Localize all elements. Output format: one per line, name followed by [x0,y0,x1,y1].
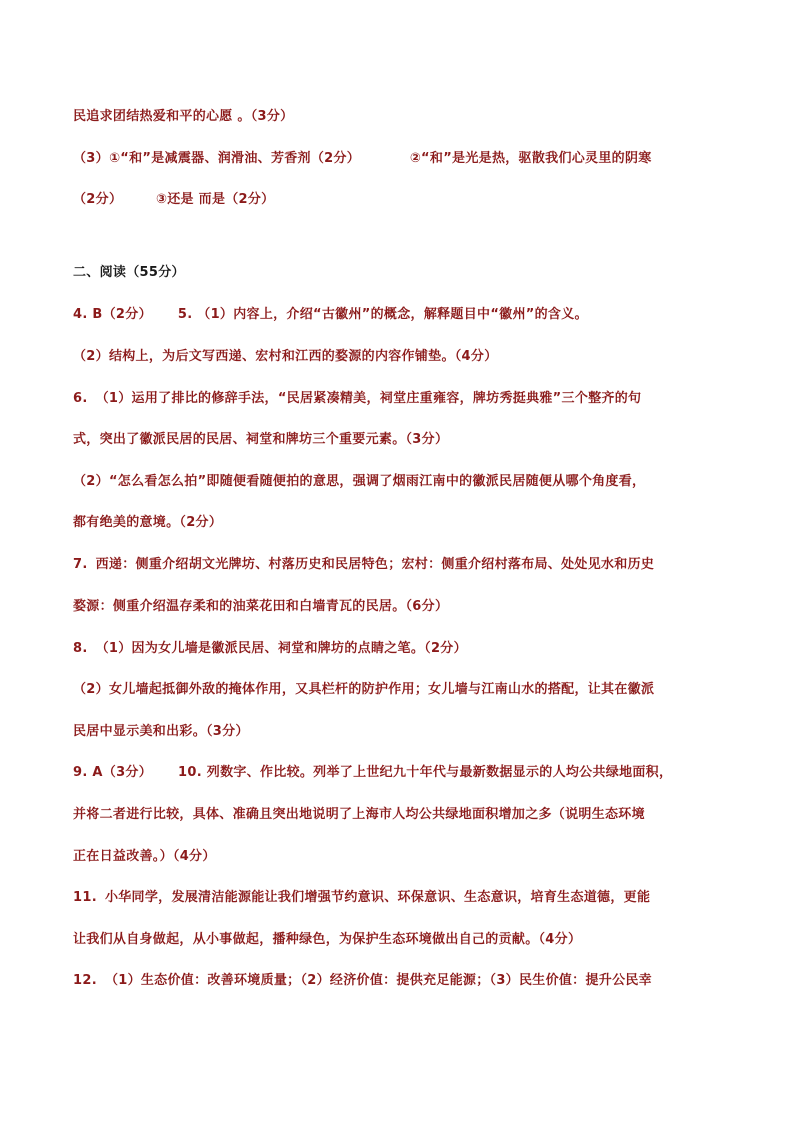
answer-line [73,640,733,658]
question-number: 11. [73,890,97,905]
answer-text: （1）因为女儿墙是徽派民居、祠堂和牌坊的点睛之笔。（2分） [95,641,467,656]
question-number: 9. A（3分） [73,765,153,780]
answer-line [73,108,733,126]
answer-line [73,764,733,782]
question-number: 8. [73,641,88,656]
answer-text: （2）“怎么看怎么拍”即随便看随便拍的意思，强调了烟雨江南中的徽派民居随便从哪个角度看， [73,474,646,489]
answer-line [73,431,733,449]
answer-text: 小华同学，发展清洁能源能让我们增强节约意识、环保意识、生态意识，培育生态道德，更能 [104,890,651,905]
answer-line [73,972,733,990]
answer-line [73,473,733,491]
answer-line [73,806,733,824]
answer-text: 民居中显示美和出彩。（3分） [73,724,249,739]
question-number: 7. [73,557,88,572]
answer-text: （1）生态价值：改善环境质量；（2）经济价值：提供充足能源；（3）民生价值：提升公民幸 [104,973,652,988]
answer-text: 式，突出了徽派民居的民居、祠堂和牌坊三个重要元素。（3分） [73,432,449,447]
answer-line [73,681,733,699]
answer-line [73,348,733,366]
section-title: 二、阅读（55分） [73,265,185,280]
answer-line [73,931,733,949]
answer-line [73,514,733,532]
answer-text: 5. （1）内容上，介绍“古徽州”的概念，解释题目中“徽州”的含义。 [177,307,588,322]
answer-line [73,306,733,324]
answer-line [73,556,733,574]
answer-text: 正在日益改善。）（4分） [73,849,216,864]
answer-text: （2）女儿墙起抵御外敌的掩体作用，又具栏杆的防护作用；女儿墙与江南山水的搭配，让其在徽派 [73,682,655,697]
answer-text: 10. 列数字、作比较。列举了上世纪九十年代与最新数据显示的人均公共绿地面积， [178,765,673,780]
question-number: 4. B（2分） [73,307,152,322]
answer-text: 婺源：侧重介绍温存柔和的油菜花田和白墙青瓦的民居。（6分） [73,599,449,614]
answer-text: 并将二者进行比较，具体、准确且突出地说明了上海市人均公共绿地面积增加之多（说明生态环境 [73,807,645,822]
answer-text: （3）①“和”是减震器、润滑油、芳香剂（2分） [73,151,361,166]
answer-line [73,191,733,209]
question-number: 12. [73,973,97,988]
answer-text: 让我们从自身做起，从小事做起，播种绿色，为保护生态环境做出自己的贡献。（4分） [73,932,582,947]
answer-line [73,598,733,616]
answer-text: （2）结构上，为后文写西递、宏村和江西的婺源的内容作铺垫。（4分） [73,349,498,364]
answer-text: （1）运用了排比的修辞手法，“民居紧凑精美，祠堂庄重雍容，牌坊秀挺典雅”三个整齐的句 [95,391,642,406]
section-heading [73,264,733,282]
answer-line [73,390,733,408]
answer-text: 西递：侧重介绍胡文光牌坊、村落历史和民居特色；宏村：侧重介绍村落布局、处处见水和历史 [95,557,655,572]
answer-line [73,848,733,866]
question-number: 6. [73,391,88,406]
answer-text: ③还是 而是（2分） [155,192,275,207]
answer-line [73,723,733,741]
answer-text: 都有绝美的意境。（2分） [73,515,223,530]
answer-line [73,150,733,168]
answer-text: （2分） [73,192,123,207]
answer-text: ②“和”是光是热，驱散我们心灵里的阴寒 [409,151,652,166]
answer-text: 民追求团结热爱和平的心愿 。（3分） [73,109,294,124]
answer-line [73,889,733,907]
